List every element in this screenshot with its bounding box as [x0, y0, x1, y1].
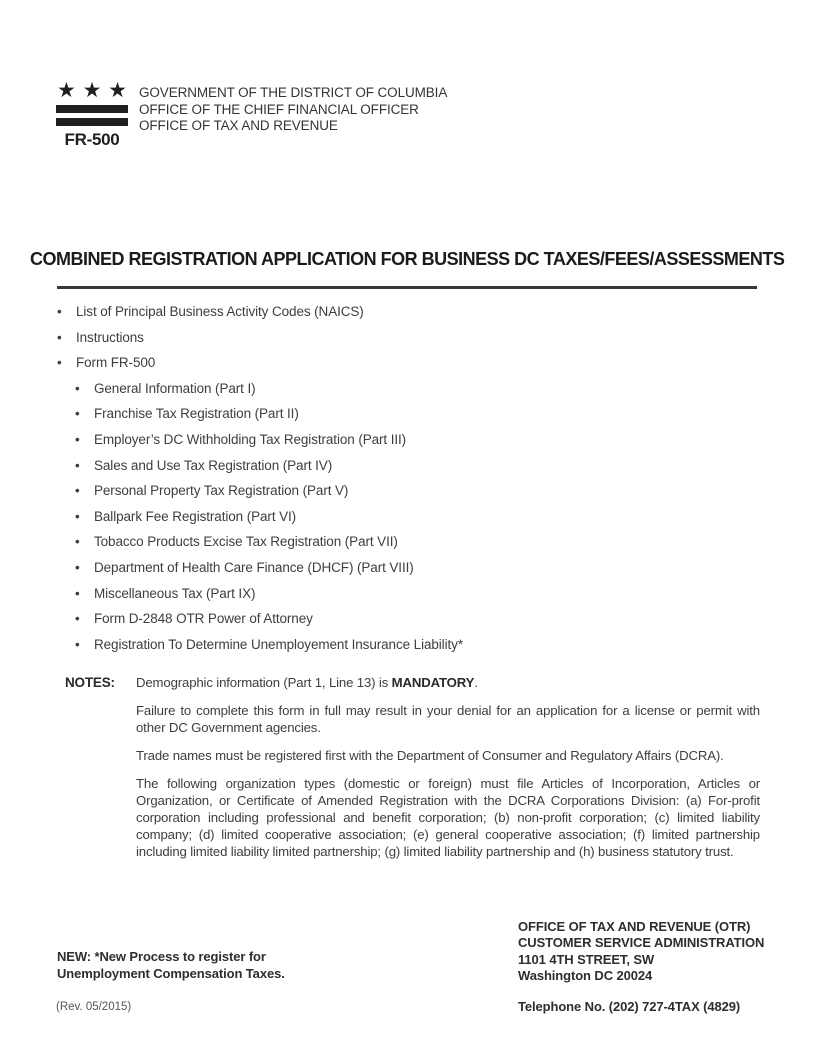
agency-line: OFFICE OF TAX AND REVENUE: [139, 118, 338, 133]
list-item: • Sales and Use Tax Registration (Part IV): [75, 453, 697, 479]
dc-flag-stars: [57, 79, 127, 102]
list-item: • Miscellaneous Tax (Part IX): [75, 581, 697, 607]
new-process-note: [57, 948, 307, 982]
list-item: • Employer’s DC Withholding Tax Registration (Part III): [75, 427, 697, 453]
list-item: • Personal Property Tax Registration (Part V): [75, 478, 697, 504]
revision-date: (Rev. 05/2015): [56, 1001, 132, 1013]
star-icon: ★: [108, 79, 127, 102]
form-number: FR-500: [64, 130, 120, 149]
note-text: .: [474, 675, 478, 690]
new-process-line: NEW: *New Process to register for: [57, 949, 266, 964]
agency-line: GOVERNMENT OF THE DISTRICT OF COLUMBIA: [139, 85, 448, 100]
telephone-number: Telephone No. (202) 727-4TAX (4829): [518, 999, 741, 1014]
office-address-block: [518, 919, 764, 984]
note-text: Demographic information (Part 1, Line 13) is: [136, 675, 392, 690]
office-line: CUSTOMER SERVICE ADMINISTRATION: [518, 935, 765, 951]
list-item: • Ballpark Fee Registration (Part VI): [75, 504, 697, 530]
office-line: 1101 4TH STREET, SW: [518, 951, 655, 967]
list-item: • Tobacco Products Excise Tax Registration (Part VII): [75, 529, 697, 555]
star-icon: ★: [57, 79, 76, 102]
document-title: COMBINED REGISTRATION APPLICATION FOR BUSINESS DC TAXES/FEES/ASSESSMENTS: [30, 249, 785, 269]
agency-header: [139, 82, 447, 150]
notes-label: NOTES:: [65, 675, 115, 690]
office-line: OFFICE OF TAX AND REVENUE (OTR): [518, 919, 751, 934]
note-failure: Failure to complete this form in full may result in your denial for an application for a license or permit with other DC Government agencies.: [136, 703, 760, 735]
agency-line: OFFICE OF THE CHIEF FINANCIAL OFFICER: [139, 101, 419, 117]
list-item: • Instructions: [57, 325, 697, 351]
new-process-line: Unemployment Compensation Taxes.: [57, 966, 285, 981]
contents-list: [57, 299, 697, 657]
note-bold-text: MANDATORY: [391, 675, 475, 690]
notes-section: [65, 674, 760, 860]
title-divider: [57, 286, 757, 289]
list-item: • Form FR-500: [57, 350, 697, 376]
list-item: • General Information (Part I): [75, 376, 697, 402]
dc-flag-bar: [56, 118, 128, 126]
note-organization-types: The following organization types (domestic or foreign) must file Articles of Incorporation, Articles or Organization, or Certificate of Amended Registration with the DCRA Corporations Division: (a) For-profit corporation including professional and benefit corporation; (b) non-profit corporation; (c) limited liability company; (d) limited cooperative association; (e) general cooperative association; (f) limited partnership including limited liability limited partnership; (g) limited liability partnership and (h) business statutory trust.: [136, 776, 760, 859]
office-line: Washington DC 20024: [518, 967, 653, 983]
list-item: • Department of Health Care Finance (DHCF) (Part VIII): [75, 555, 697, 581]
star-icon: ★: [82, 79, 102, 102]
list-item: • Form D-2848 OTR Power of Attorney: [75, 606, 697, 632]
list-item: • List of Principal Business Activity Codes (NAICS): [57, 299, 697, 325]
list-item: • Registration To Determine Unemployement Insurance Liability*: [75, 632, 697, 658]
dc-flag-bar: [56, 105, 128, 113]
notes-body: [136, 674, 760, 860]
note-mandatory: [136, 674, 760, 691]
list-item: • Franchise Tax Registration (Part II): [75, 401, 697, 427]
dc-flag-logo: [56, 79, 128, 150]
masthead: [56, 79, 448, 150]
note-trade-names: Trade names must be registered first with the Department of Consumer and Regulatory Affairs (DCRA).: [136, 748, 724, 763]
